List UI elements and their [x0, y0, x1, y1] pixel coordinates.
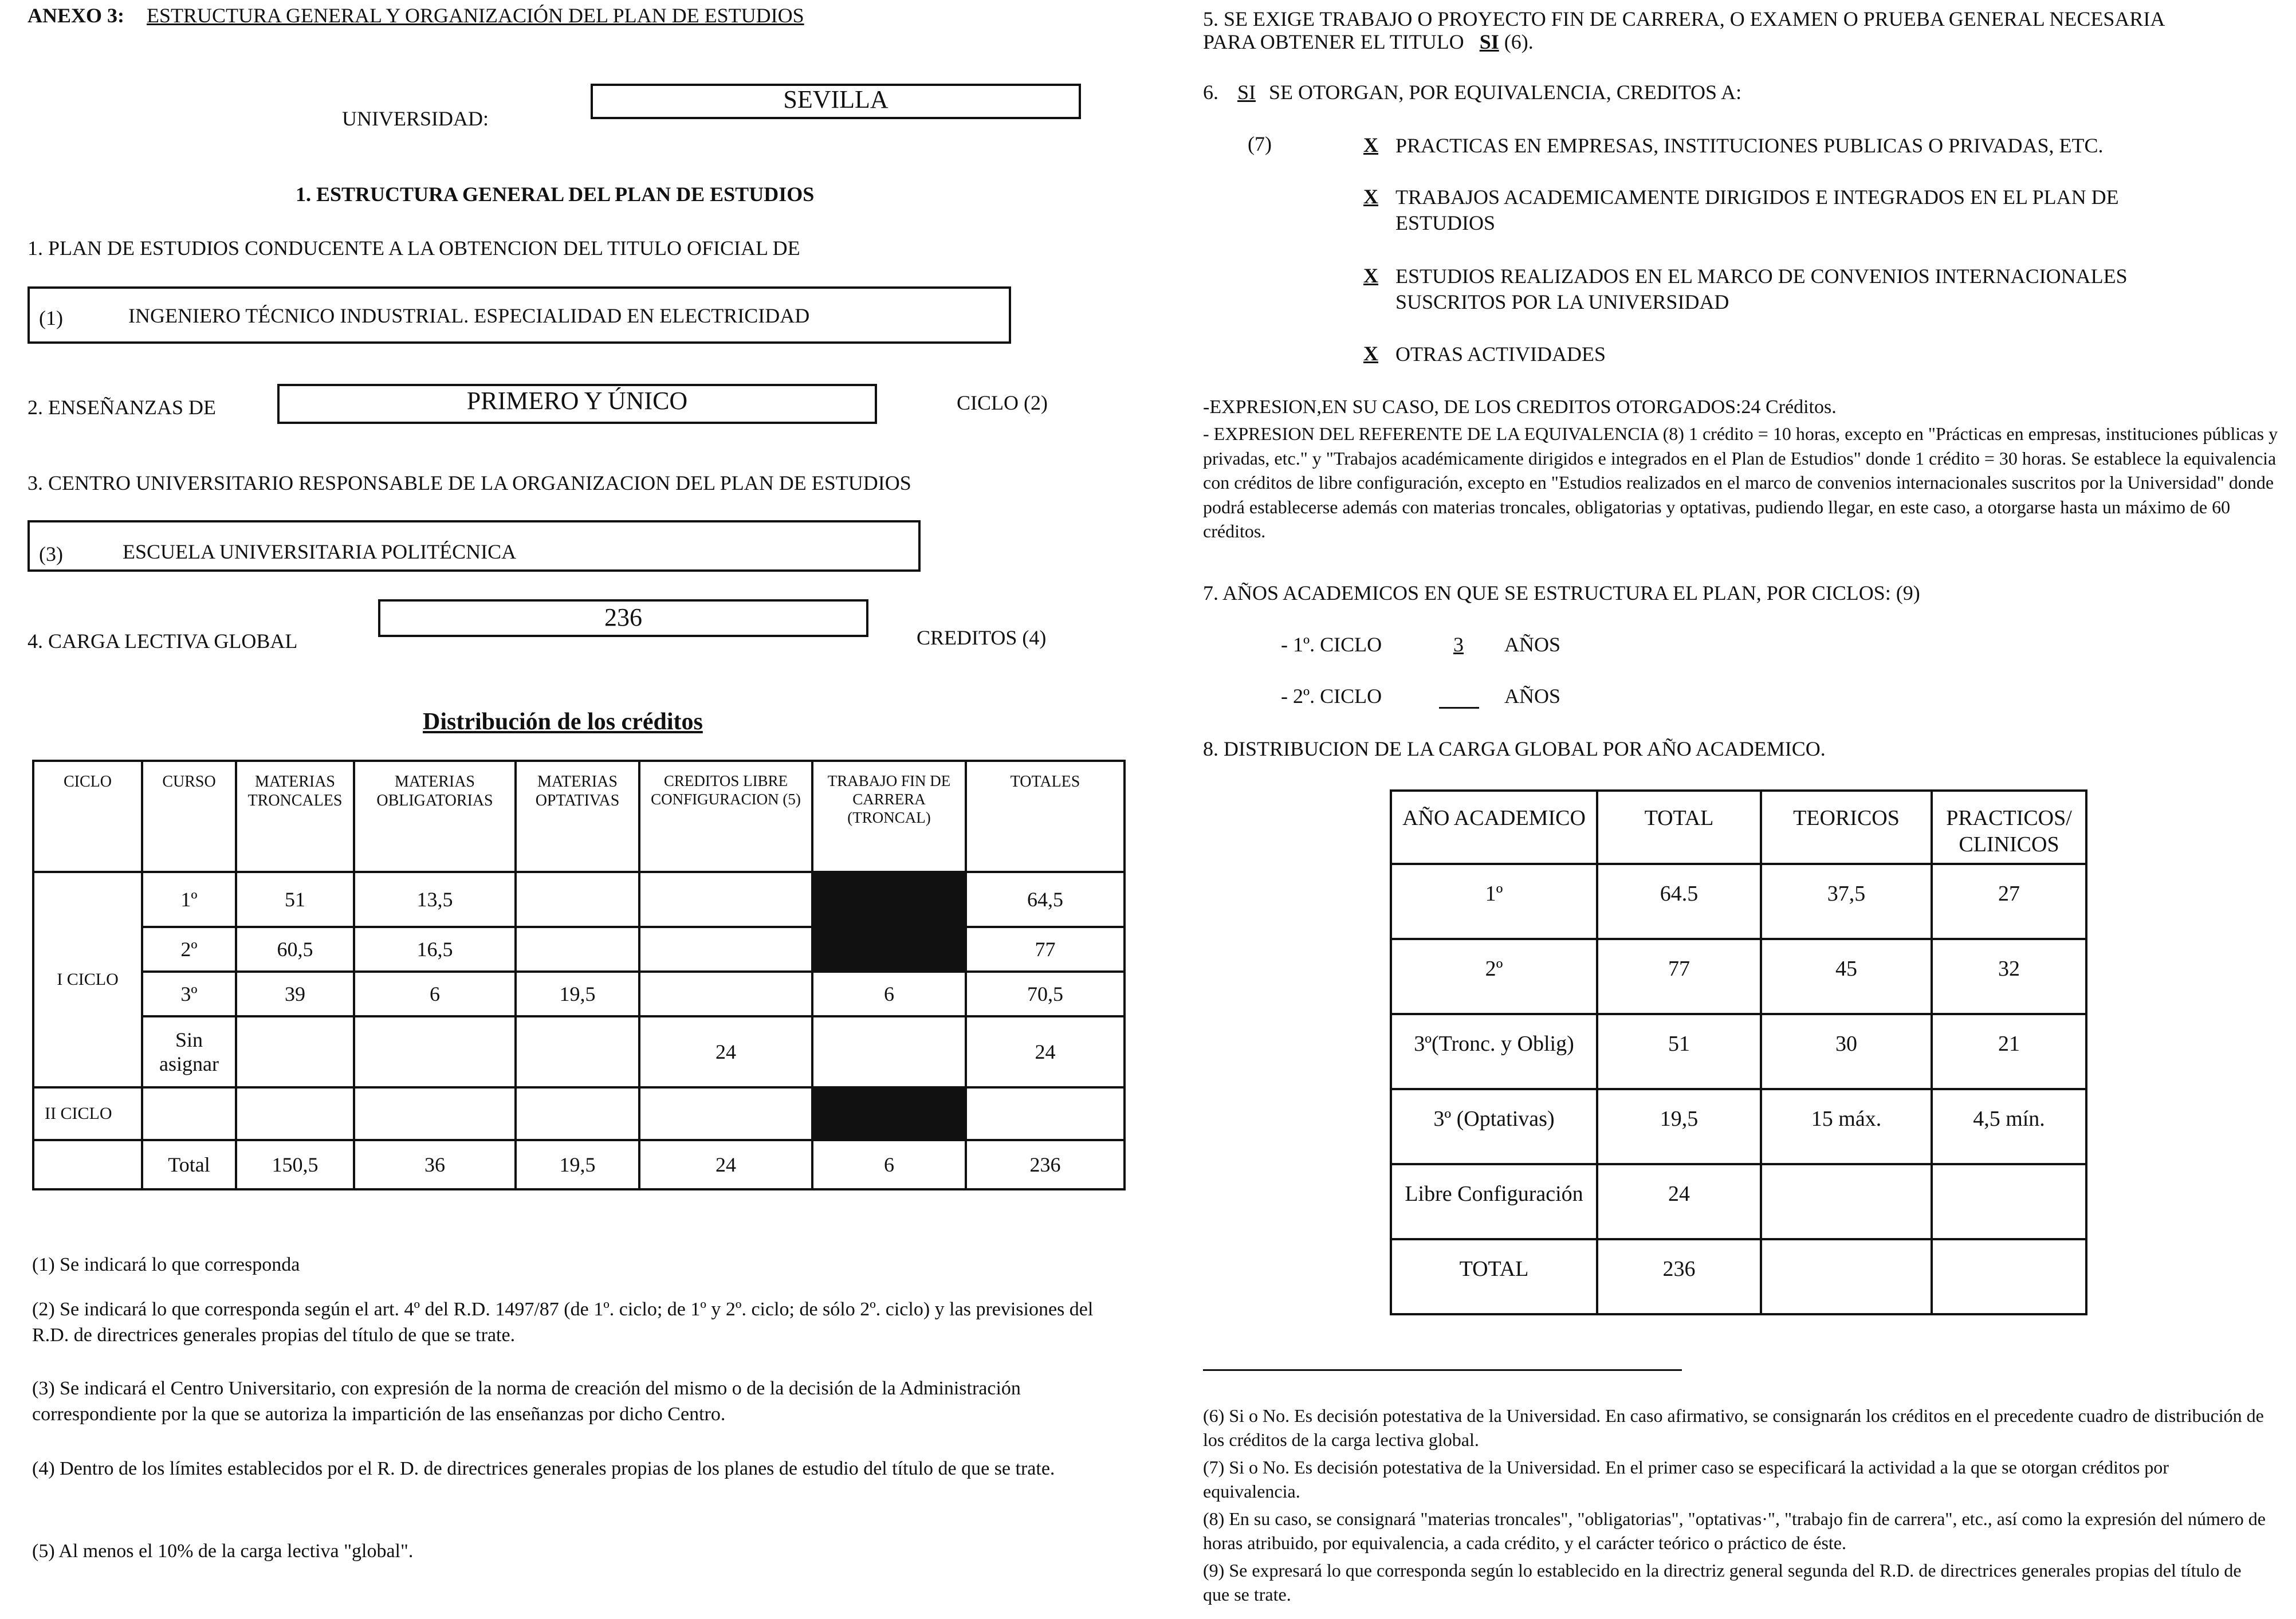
- anio-cell: 3º (Optativas): [1391, 1089, 1597, 1164]
- practicos-cell: 4,5 mín.: [1932, 1089, 2086, 1164]
- footnote-4: (4) Dentro de los límites establecidos por el R. D. de directrices generales propias de los planes de estudio del título de que se trate.: [32, 1458, 1055, 1479]
- footnote-5: (5) Al menos el 10% de la carga lectiva "global".: [32, 1541, 414, 1562]
- q7-label: 7. AÑOS ACADEMICOS EN QUE SE ESTRUCTURA EL PLAN, POR CICLOS: (9): [1203, 581, 1920, 604]
- table-row: [1391, 1014, 2086, 1089]
- empty-cell: [236, 1087, 354, 1140]
- anexo-title: ESTRUCTURA GENERAL Y ORGANIZACIÓN DEL PLAN DE ESTUDIOS: [147, 4, 804, 27]
- col-header-troncales: MATERIAS TRONCALES: [236, 761, 354, 872]
- anio-cell: 3º(Tronc. y Oblig): [1391, 1014, 1597, 1089]
- blacked-cell: [812, 872, 966, 972]
- distribution-title: Distribución de los créditos: [423, 709, 703, 735]
- obligatorias-cell: 6: [354, 972, 516, 1016]
- anexo-heading: [27, 3, 804, 27]
- footnote-1: (1) Se indicará lo que corresponda: [32, 1254, 300, 1275]
- footnote-6: (6) Si o No. Es decisión potestativa de la Universidad. En caso afirmativo, se consignarán los créditos en el precedente cuadro de distribución de los créditos de la carga lectiva global.: [1203, 1405, 2264, 1451]
- q6-line: [1203, 80, 1741, 104]
- item-text: ESTUDIOS REALIZADOS EN EL MARCO DE CONVENIOS INTERNACIONALES SUSCRITOS POR LA UNIVERSIDAD: [1395, 265, 2128, 313]
- q5-line2: [1203, 30, 1534, 54]
- total-cell: 51: [1597, 1014, 1761, 1089]
- curso-cell: Sin asignar: [142, 1016, 236, 1087]
- table-row: [1391, 1089, 2086, 1164]
- q2-value: PRIMERO Y ÚNICO: [466, 387, 688, 415]
- libre-cell: [639, 972, 812, 1016]
- col-header-practicos: PRACTICOS/ CLINICOS: [1932, 791, 2086, 864]
- totales-cell: 70,5: [966, 972, 1125, 1016]
- total-label-cell: Total: [142, 1140, 236, 1189]
- optativas-cell: [516, 872, 639, 927]
- footnote-2: (2) Se indicará lo que corresponda según el art. 4º del R.D. 1497/87 (de 1º. ciclo; de 1º y 2º. ciclo; de sólo 2º. ciclo) y las previsiones del R.D. de directrices generales propias del título de que se trate.: [32, 1299, 1094, 1346]
- total-row: [33, 1140, 1125, 1189]
- q5-value: SI: [1479, 30, 1499, 53]
- teoricos-cell: 45: [1761, 939, 1932, 1014]
- total-trabajo-cell: 6: [812, 1140, 966, 1189]
- table-row: [1391, 864, 2086, 939]
- q7-c2-unit: AÑOS: [1504, 685, 1561, 708]
- total-libre-cell: 24: [639, 1140, 812, 1189]
- col-header-obligatorias: MATERIAS OBLIGATORIAS: [354, 761, 516, 872]
- footnote-7: (7) Si o No. Es decisión potestativa de la Universidad. En el primer caso se especificará la actividad a la que se otorgan créditos por equivalencia.: [1203, 1457, 2169, 1502]
- teoricos-cell: [1761, 1239, 1932, 1314]
- troncales-cell: 51: [236, 872, 354, 927]
- col-header-libre: CREDITOS LIBRE CONFIGURACION (5): [639, 761, 812, 872]
- q3-value: ESCUELA UNIVERSITARIA POLITÉCNICA: [123, 540, 517, 563]
- troncales-cell: 39: [236, 972, 354, 1016]
- totales-cell: 64,5: [966, 872, 1125, 927]
- total-totales-cell: 236: [966, 1140, 1125, 1189]
- item-mark: X: [1363, 342, 1378, 365]
- col-header-ciclo: CICLO: [33, 761, 142, 872]
- optativas-cell: 19,5: [516, 972, 639, 1016]
- totales-cell: 24: [966, 1016, 1125, 1087]
- col-header-curso: CURSO: [142, 761, 236, 872]
- ciclo2-cell: II CICLO: [33, 1087, 142, 1140]
- distribution-table: [32, 760, 1126, 1190]
- libre-cell: 24: [639, 1016, 812, 1087]
- q6-num: 6.: [1203, 81, 1218, 104]
- optativas-cell: [516, 927, 639, 972]
- anio-cell: 1º: [1391, 864, 1597, 939]
- curso-cell: 3º: [142, 972, 236, 1016]
- empty-cell: [142, 1087, 236, 1140]
- obligatorias-cell: 13,5: [354, 872, 516, 927]
- col-header-optativas: MATERIAS OPTATIVAS: [516, 761, 639, 872]
- q1-num: (1): [39, 306, 63, 329]
- total-cell: 24: [1597, 1164, 1761, 1239]
- practicos-cell: 27: [1932, 864, 2086, 939]
- q7-c2-label: - 2º. CICLO: [1281, 685, 1382, 708]
- table-row: [33, 972, 1125, 1016]
- totales-cell: 77: [966, 927, 1125, 972]
- q6-value: SI: [1237, 81, 1256, 104]
- table-row: [33, 1016, 1125, 1087]
- footnote-3: (3) Se indicará el Centro Universitario, con expresión de la norma de creación del mismo o de la decisión de la Administración correspondiente por la que se autoriza la impartición de las enseñanzas por dicho Centro.: [32, 1378, 1021, 1425]
- troncales-cell: [236, 1016, 354, 1087]
- universidad-label: UNIVERSIDAD:: [342, 107, 489, 130]
- q6-footnote-ref: (7): [1248, 132, 1272, 155]
- expresion-referente: - EXPRESION DEL REFERENTE DE LA EQUIVALENCIA (8) 1 crédito = 10 horas, excepto en "Prácticas en empresas, instituciones públicas y privadas, etc." y "Trabajos académicamente dirigidos e integrados en el Plan de Estudios" donde 1 crédito = 30 horas. Se establece la equivalencia con créditos de libre configuración, excepto en "Estudios realizados en el marco de convenios internacionales suscritos por la Universidad" donde podrá establecerse además con materias troncales, obligatorias y optativas, pudiendo llegar, en este caso, a otorgarse hasta un máximo de 60 créditos.: [1203, 423, 2278, 542]
- footnote-9: (9) Se expresará lo que corresponda según lo establecido en la directriz general segunda del R.D. de directrices generales propias del título de que se trate.: [1203, 1560, 2242, 1605]
- table-row: [1391, 1239, 2086, 1314]
- teoricos-cell: 37,5: [1761, 864, 1932, 939]
- total-cell: 19,5: [1597, 1089, 1761, 1164]
- anio-header-row: [1391, 791, 2086, 864]
- practicos-cell: 21: [1932, 1014, 2086, 1089]
- total-troncales-cell: 150,5: [236, 1140, 354, 1189]
- q5-label: PARA OBTENER EL TITULO: [1203, 30, 1464, 53]
- trabajo-cell: 6: [812, 972, 966, 1016]
- expresion-creditos: -EXPRESION,EN SU CASO, DE LOS CREDITOS OTORGADOS:24 Créditos.: [1203, 396, 1837, 418]
- table-row: [1391, 939, 2086, 1014]
- total-cell: 236: [1597, 1239, 1761, 1314]
- item-mark: X: [1363, 185, 1378, 208]
- q4-label: 4. CARGA LECTIVA GLOBAL: [27, 630, 298, 653]
- item-mark: X: [1363, 133, 1378, 156]
- empty-cell: [354, 1087, 516, 1140]
- libre-cell: [639, 872, 812, 927]
- q7-c1-unit: AÑOS: [1504, 633, 1561, 656]
- q4-value: 236: [604, 603, 642, 631]
- q4-suffix: CREDITOS (4): [917, 626, 1047, 649]
- anio-cell: Libre Configuración: [1391, 1164, 1597, 1239]
- q6-text: SE OTORGAN, POR EQUIVALENCIA, CREDITOS A:: [1269, 81, 1742, 104]
- table-row: [33, 872, 1125, 927]
- total-cell: 77: [1597, 939, 1761, 1014]
- q7-c1-label: - 1º. CICLO: [1281, 633, 1382, 656]
- col-header-anio: AÑO ACADEMICO: [1391, 791, 1597, 864]
- q1-value: INGENIERO TÉCNICO INDUSTRIAL. ESPECIALIDAD EN ELECTRICIDAD: [128, 304, 810, 327]
- teoricos-cell: 30: [1761, 1014, 1932, 1089]
- q3-label: 3. CENTRO UNIVERSITARIO RESPONSABLE DE LA ORGANIZACION DEL PLAN DE ESTUDIOS: [27, 471, 911, 494]
- ciclo1-cell: I CICLO: [33, 872, 142, 1087]
- footnote-8: (8) En su caso, se consignará "materias troncales", "obligatorias", "optativas·", "trabajo fin de carrera", etc., así como la expresión del número de horas atribuido, por equivalencia, a cada crédito, y el carácter teórico o práctico de éste.: [1203, 1508, 2266, 1554]
- q2-suffix: CICLO (2): [957, 391, 1048, 414]
- item-text: OTRAS ACTIVIDADES: [1395, 343, 1606, 366]
- empty-cell: [639, 1087, 812, 1140]
- optativas-cell: [516, 1016, 639, 1087]
- practicos-cell: 32: [1932, 939, 2086, 1014]
- total-cell: 64.5: [1597, 864, 1761, 939]
- col-header-total: TOTAL: [1597, 791, 1761, 864]
- item-mark: X: [1363, 264, 1378, 287]
- anio-cell: TOTAL: [1391, 1239, 1597, 1314]
- practicos-cell: [1932, 1239, 2086, 1314]
- empty-cell: [966, 1087, 1125, 1140]
- q5-suffix: (6).: [1504, 30, 1534, 53]
- q5-line1: 5. SE EXIGE TRABAJO O PROYECTO FIN DE CARRERA, O EXAMEN O PRUEBA GENERAL NECESARIA: [1203, 7, 2165, 30]
- obligatorias-cell: [354, 1016, 516, 1087]
- total-optativas-cell: 19,5: [516, 1140, 639, 1189]
- teoricos-cell: [1761, 1164, 1932, 1239]
- col-header-teoricos: TEORICOS: [1761, 791, 1932, 864]
- section1-title: 1. ESTRUCTURA GENERAL DEL PLAN DE ESTUDIOS: [296, 183, 815, 206]
- obligatorias-cell: 16,5: [354, 927, 516, 972]
- teoricos-cell: 15 máx.: [1761, 1089, 1932, 1164]
- col-header-totales: TOTALES: [966, 761, 1125, 872]
- item-text: TRABAJOS ACADEMICAMENTE DIRIGIDOS E INTEGRADOS EN EL PLAN DE ESTUDIOS: [1395, 186, 2119, 234]
- anio-table: [1390, 789, 2087, 1315]
- empty-cell: [516, 1087, 639, 1140]
- q1-label: 1. PLAN DE ESTUDIOS CONDUCENTE A LA OBTENCION DEL TITULO OFICIAL DE: [27, 237, 800, 260]
- blacked-cell: [812, 1087, 966, 1140]
- trabajo-cell: [812, 1016, 966, 1087]
- q2-label: 2. ENSEÑANZAS DE: [27, 396, 216, 419]
- col-header-trabajo: TRABAJO FIN DE CARRERA (TRONCAL): [812, 761, 966, 872]
- footnote-separator: [1203, 1369, 1682, 1371]
- table-row: [1391, 1164, 2086, 1239]
- item-text: PRACTICAS EN EMPRESAS, INSTITUCIONES PUBLICAS O PRIVADAS, ETC.: [1395, 134, 2104, 157]
- practicos-cell: [1932, 1164, 2086, 1239]
- curso-cell: 1º: [142, 872, 236, 927]
- anexo-label: ANEXO 3:: [27, 4, 124, 27]
- troncales-cell: 60,5: [236, 927, 354, 972]
- q7-c1-value: 3: [1453, 633, 1464, 656]
- q3-num: (3): [39, 543, 63, 565]
- curso-cell: 2º: [142, 927, 236, 972]
- distribution-header-row: [33, 761, 1125, 872]
- table-row: [33, 1087, 1125, 1140]
- q7-c2-blank: [1439, 707, 1479, 709]
- universidad-value: SEVILLA: [783, 85, 888, 113]
- libre-cell: [639, 927, 812, 972]
- anio-cell: 2º: [1391, 939, 1597, 1014]
- empty-cell: [33, 1140, 142, 1189]
- total-obligatorias-cell: 36: [354, 1140, 516, 1189]
- q8-label: 8. DISTRIBUCION DE LA CARGA GLOBAL POR AÑO ACADEMICO.: [1203, 737, 1826, 760]
